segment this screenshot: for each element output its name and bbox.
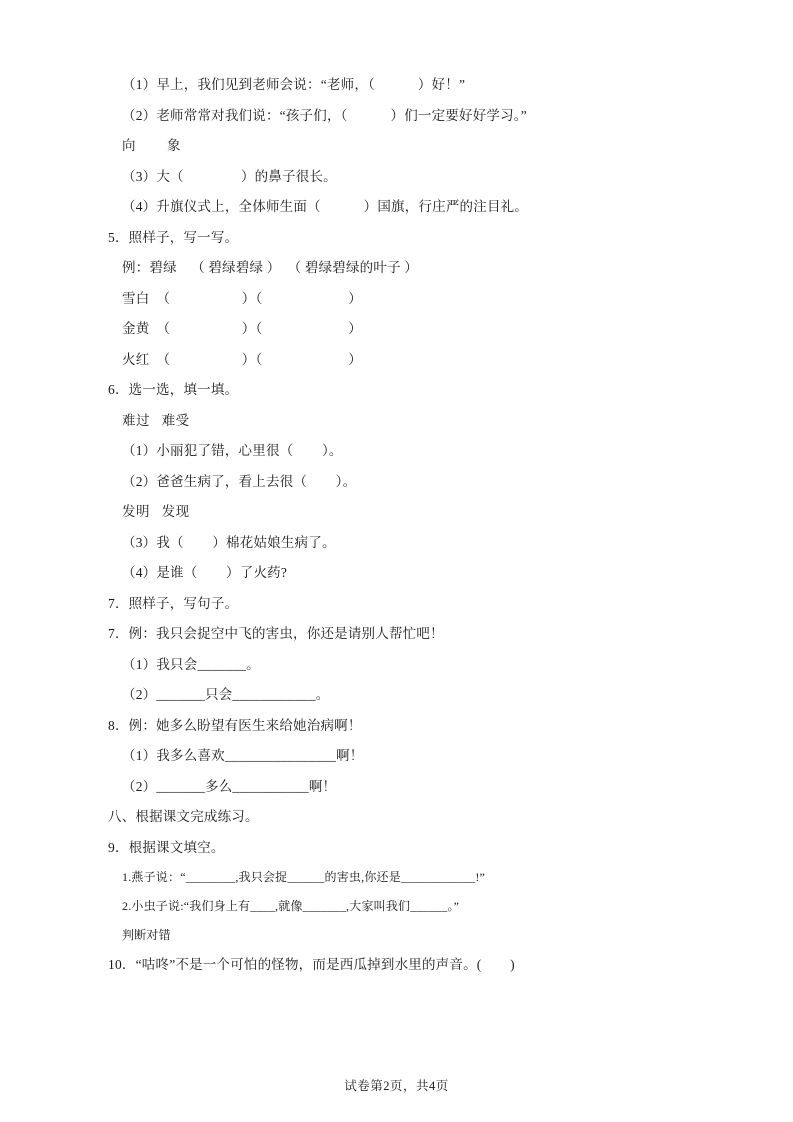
question-6-item-4: （4）是谁（ ）了火药? [122, 565, 288, 580]
question-8-item-1: （1）我多么喜欢________________啊！ [122, 748, 364, 763]
question-9-item-1: 1.燕子说：“________,我只会捉______的害虫,你还是____________!” [122, 870, 486, 884]
word-bank-xiang-xiang: 向 象 [122, 138, 181, 153]
section-8-heading: 八、根据课文完成练习。 [108, 809, 259, 824]
judge-right-wrong-heading: 判断对错 [122, 928, 171, 942]
question-7-item-2: （2）_______只会____________。 [122, 687, 330, 702]
question-5-item-jinhuang: 金黄 （ ）（ ） [122, 321, 362, 336]
question-6-heading: 6．选一选，填一填。 [108, 382, 239, 397]
question-7-item-1: （1）我只会_______。 [122, 656, 260, 672]
word-bank-faming-faxian: 发明 发现 [122, 504, 190, 519]
exercise-line-2: （2）老师常常对我们说：“孩子们，（ ）们一定要好好学习。” [122, 107, 527, 123]
question-5-heading: 5．照样子，写一写。 [108, 229, 239, 245]
question-7-example: 7．例：我只会捉空中飞的害虫，你还是请别人帮忙吧！ [108, 626, 444, 641]
exercise-line-4: （4）升旗仪式上，全体师生面（ ）国旗，行庄严的注目礼。 [122, 199, 529, 214]
page-footer: 试卷第2页，共4页 [344, 1079, 449, 1093]
question-9-heading: 9．根据课文填空。 [108, 839, 225, 855]
question-5-item-xuebai: 雪白 （ ）（ ） [122, 290, 362, 306]
exercise-line-3: （3）大（ ）的鼻子很长。 [122, 168, 337, 184]
question-10: 10．“咕咚”不是一个可怕的怪物，而是西瓜掉到水里的声音。( ) [108, 957, 515, 972]
question-6-item-3: （3）我（ ）棉花姑娘生病了。 [122, 534, 336, 550]
question-6-item-2: （2）爸爸生病了，看上去很（ ）。 [122, 473, 357, 489]
word-bank-nanguo-nanshou: 难过 难受 [122, 412, 190, 428]
question-5-example: 例：碧绿 （ 碧绿碧绿 ） （ 碧绿碧绿的叶子 ） [122, 260, 419, 275]
question-9-item-2: 2.小虫子说:“我们身上有____,就像_______,大家叫我们______。” [122, 899, 460, 913]
question-6-item-1: （1）小丽犯了错，心里很（ ）。 [122, 443, 343, 458]
question-8-example: 8．例：她多么盼望有医生来给她治病啊！ [108, 717, 362, 733]
question-7-heading: 7．照样子，写句子。 [108, 595, 239, 611]
question-5-item-huohong: 火红 （ ）（ ） [122, 351, 362, 367]
question-8-item-2: （2）_______多么___________啊！ [122, 778, 337, 794]
exercise-line-1: （1）早上，我们见到老师会说：“老师，（ ）好！” [122, 77, 466, 92]
